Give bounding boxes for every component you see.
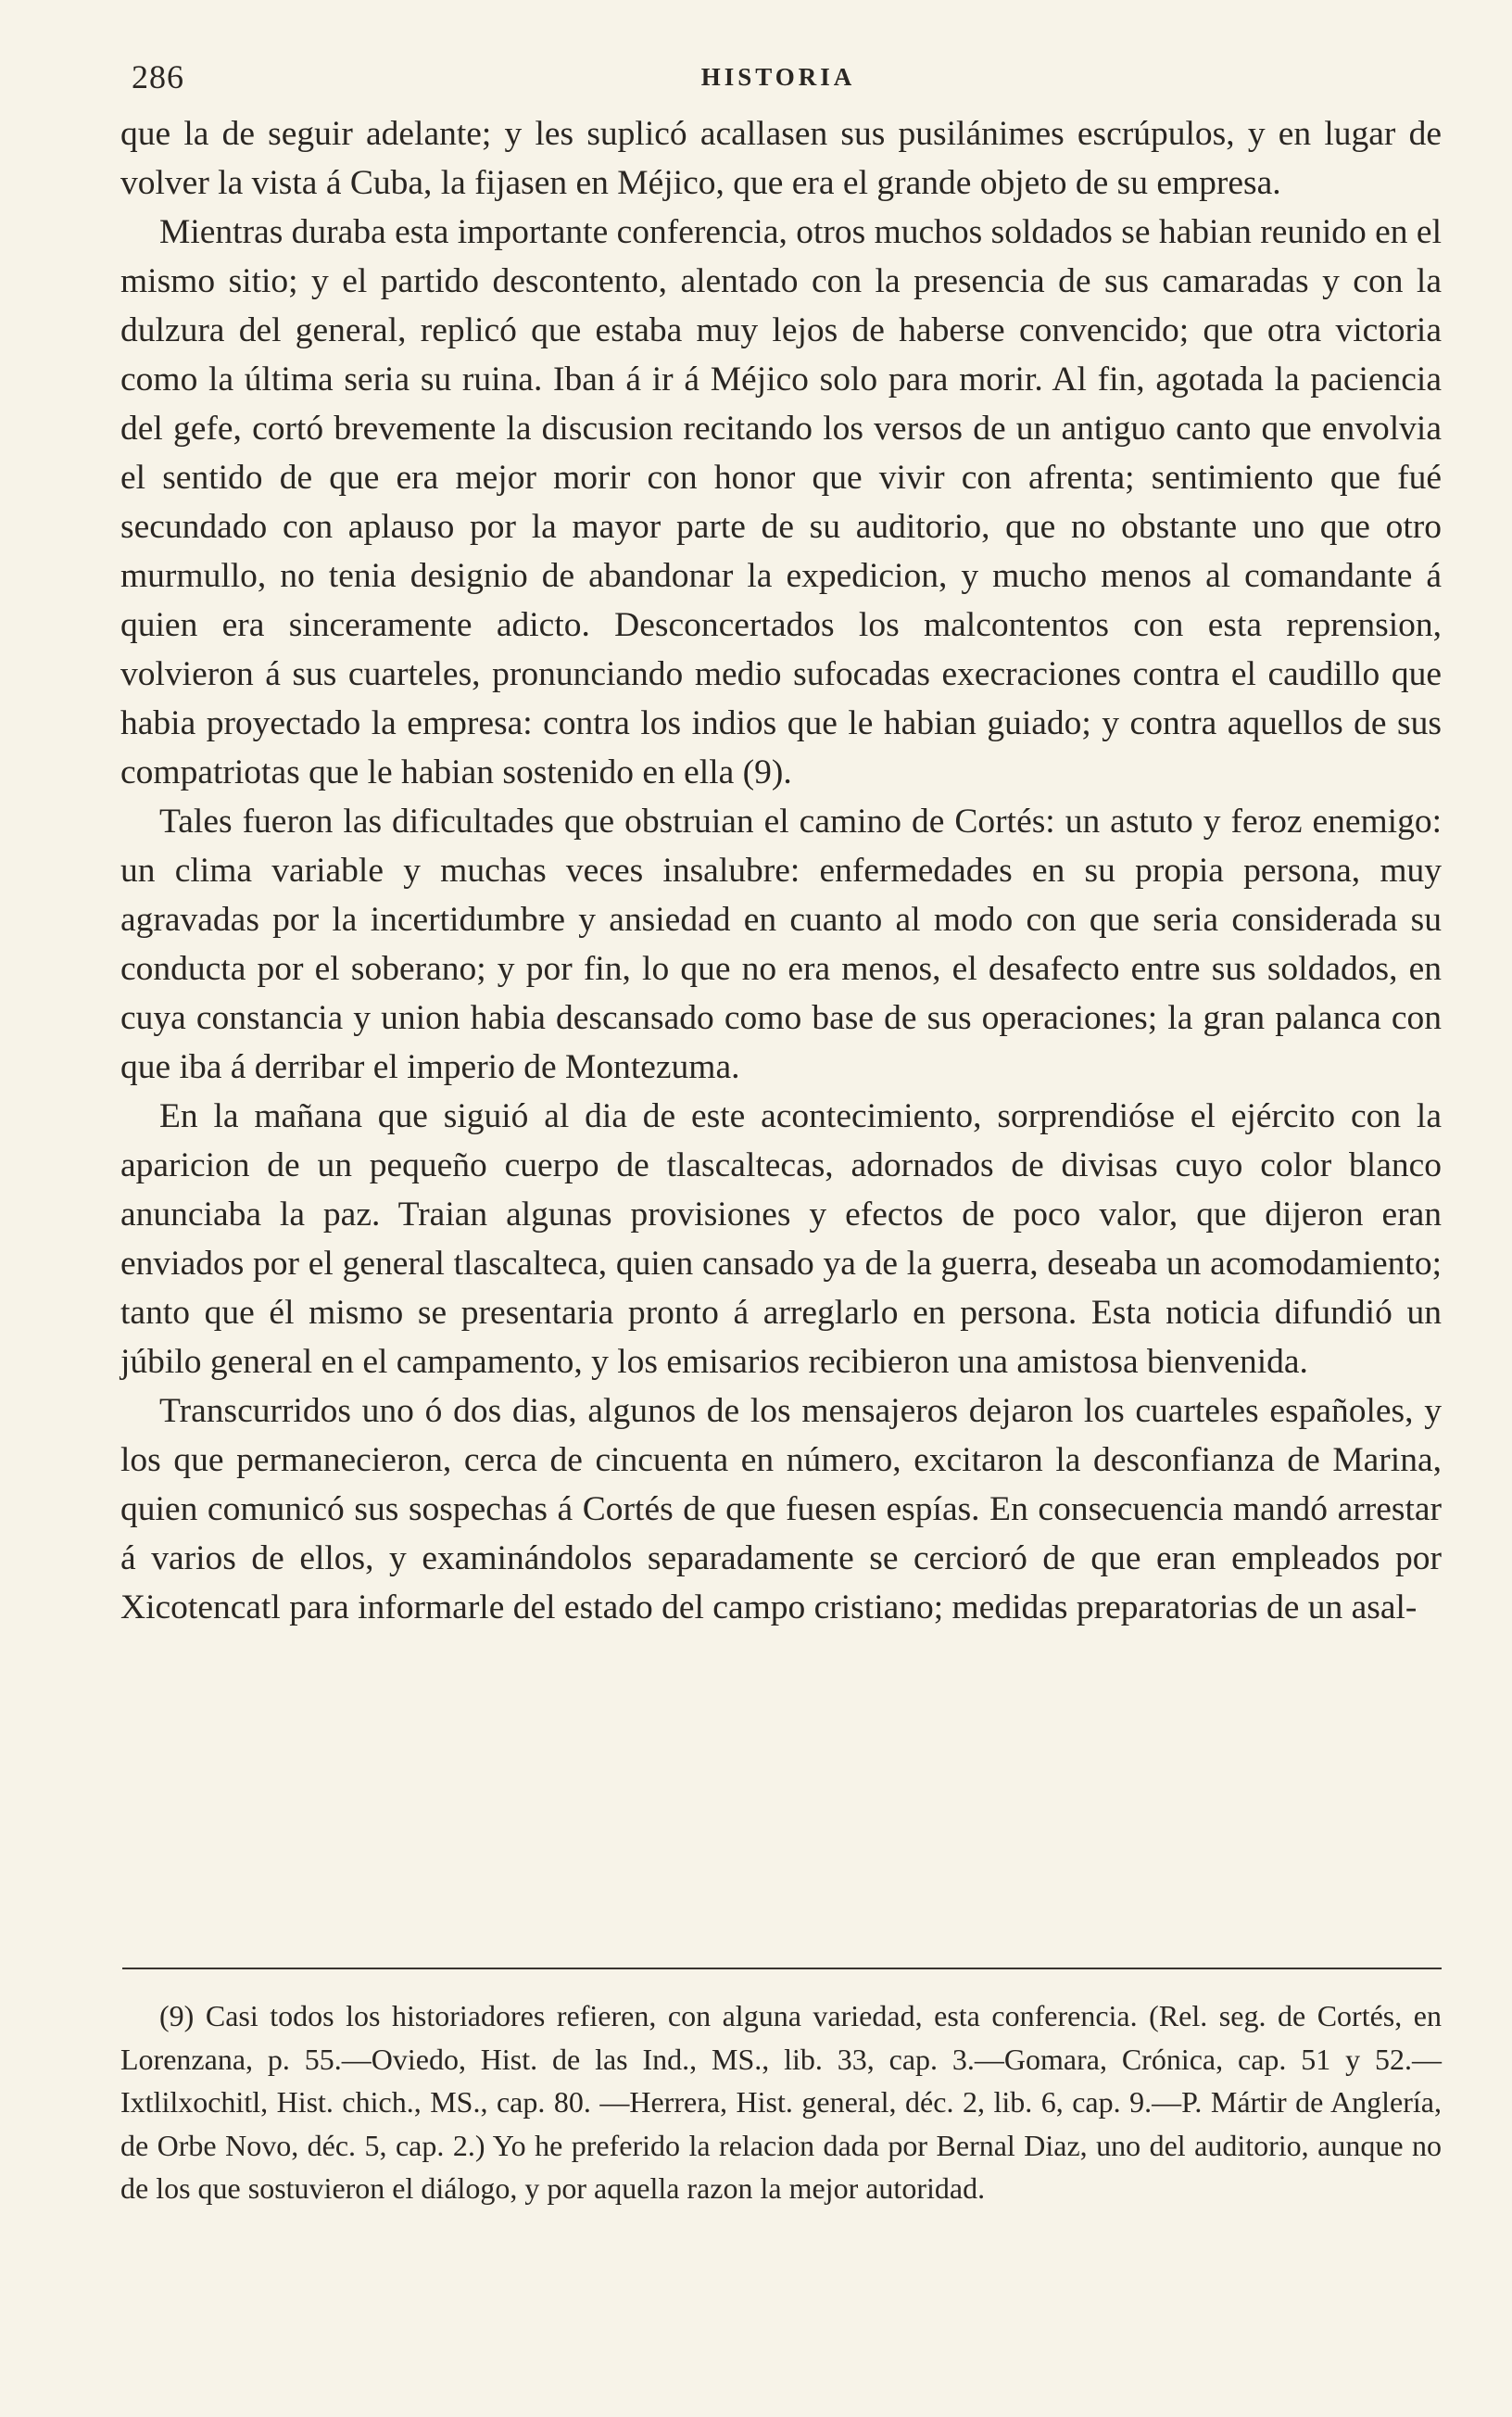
running-title: HISTORIA [700,63,856,91]
paragraph-continuation: que la de seguir adelante; y les suplicó acallasen sus pusilánimes escrúpulos, y en lugar de volver la vista á Cuba, la fijasen en Méjico, que era el grande objeto de su empresa. [120,115,1442,202]
running-head [120,57,1436,104]
footnote-divider [122,1968,1442,1969]
page-number: 286 [132,58,184,95]
paragraph: En la mañana que siguió al dia de este acontecimiento, sorprendióse el ejército con la aparicion de un pequeño cuerpo de tlascaltecas, adornados de divisas cuyo color blanco anunciaba la paz. Traian algunas provisiones y efectos de poco valor, que dijeron eran enviados por el general tlascalteca, quien cansado ya de la guerra, deseaba un acomodamiento; tanto que él mismo se presentaria pronto á arreglarlo en persona. Esta noticia difundió un júbilo general en el campamento, y los emisarios recibieron una amistosa bienvenida. [120,1097,1442,1381]
body-text [120,109,1442,1632]
paragraph: Mientras duraba esta importante conferencia, otros muchos soldados se habian reunido en el mismo sitio; y el partido descontento, alentado con la presencia de sus camaradas y con la dulzura del general, replicó que estaba muy lejos de haberse convencido; que otra victoria como la última seria su ruina. Iban á ir á Méjico solo para morir. Al fin, agotada la paciencia del gefe, cortó brevemente la discusion recitando los versos de un antiguo canto que envolvia el sentido de que era mejor morir con honor que vivir con afrenta; sentimiento que fué secundado con aplauso por la mayor parte de su auditorio, que no obstante uno que otro murmullo, no tenia designio de abandonar la expedicion, y mucho menos al comandante á quien era sinceramente adicto. Desconcertados los malcontentos con esta reprension, volvieron á sus cuarteles, pronunciando medio sufocadas execraciones contra el caudillo que habia proyectado la empresa: contra los indios que le habian guiado; y contra aquellos de sus compatriotas que le habian sostenido en ella (9). [120,213,1442,791]
paragraph: Tales fueron las dificultades que obstruian el camino de Cortés: un astuto y feroz enemigo: un clima variable y muchas veces insalubre: enfermedades en su propia persona, muy agravadas por la incertidumbre y ansiedad en cuanto al modo con que seria considerada su conducta por el soberano; y por fin, lo que no era menos, el desafecto entre sus soldados, en cuya constancia y union habia descansado como base de sus operaciones; la gran palanca con que iba á derribar el imperio de Montezuma. [120,803,1442,1086]
footnote: (9) Casi todos los historiadores refieren, con alguna variedad, esta conferencia. (Rel. seg. de Cortés, en Lorenzana, p. 55.—Oviedo, Hist. de las Ind., MS., lib. 33, cap. 3.—Gomara, Crónica, cap. 51 y 52.—Ixtlilxochitl, Hist. chich., MS., cap. 80. —Herrera, Hist. general, déc. 2, lib. 6, cap. 9.—P. Mártir de Anglería, de Orbe Novo, déc. 5, cap. 2.) Yo he preferido la relacion dada por Bernal Diaz, uno del auditorio, aunque no de los que sostuvieron el diálogo, y por aquella razon la mejor autoridad. [120,1999,1442,2205]
paragraph: Transcurridos uno ó dos dias, algunos de los mensajeros dejaron los cuarteles españoles, y los que permanecieron, cerca de cincuenta en número, excitaron la desconfianza de Marina, quien comunicó sus sospechas á Cortés de que fuesen espías. En consecuencia mandó arrestar á varios de ellos, y examinándolos separadamente se cercioró de que eran empleados por Xicotencatl para informarle del estado del campo cristiano; medidas preparatorias de un asal- [120,1392,1442,1626]
